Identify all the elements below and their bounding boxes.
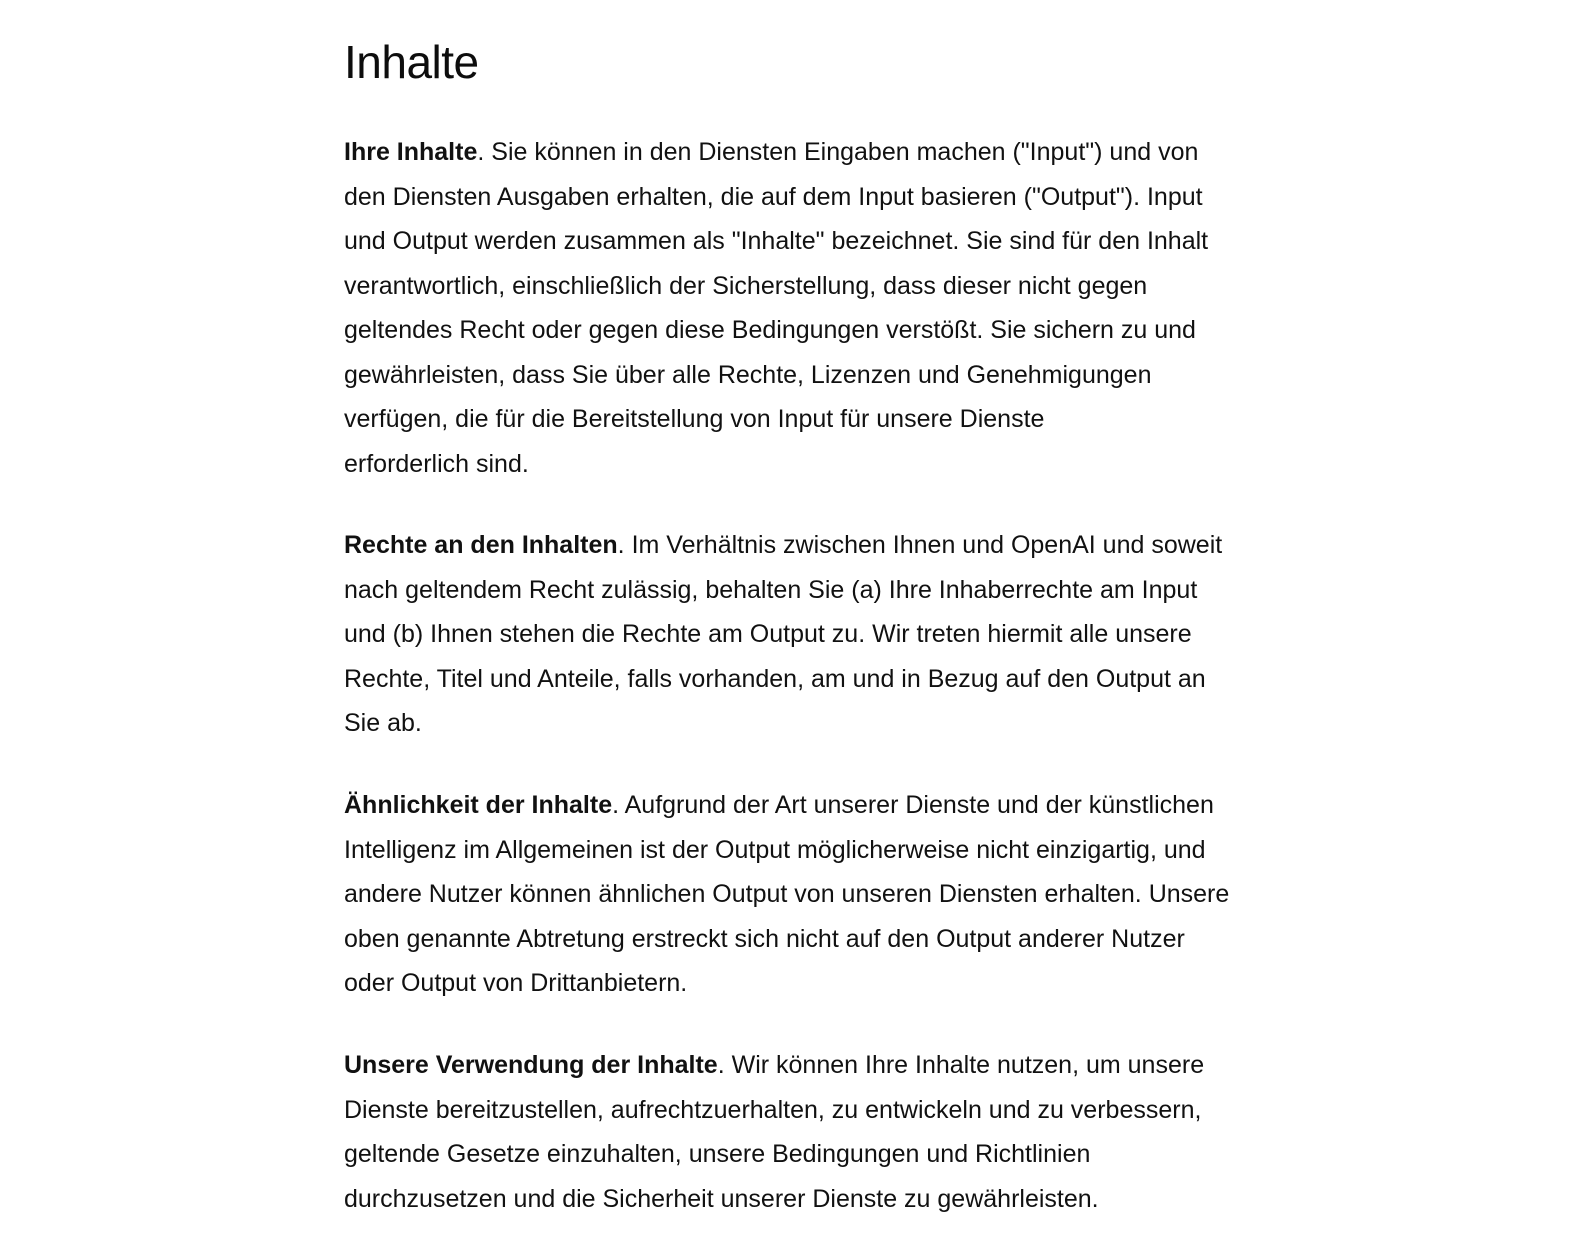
paragraph-line: geltende Gesetze einzuhalten, unsere Bedingungen und Richtlinien [344,1140,1091,1168]
paragraph-line: verantwortlich, einschließlich der Sicherstellung, dass dieser nicht gegen [344,271,1148,300]
paragraph-aehnlichkeit-der-inhalte [344,783,1229,1006]
paragraph-ihre-inhalte [344,130,1208,486]
paragraph-line: Rechte, Titel und Anteile, falls vorhanden, am und in Bezug auf den Output an [344,664,1206,693]
paragraph-line: Intelligenz im Allgemeinen ist der Output möglicherweise nicht einzigartig, und [344,835,1206,864]
content-section [344,30,1304,1213]
paragraph-line [344,1043,1204,1088]
paragraph-term: Rechte an den Inhalten [344,531,618,559]
paragraph-line: geltendes Recht oder gegen diese Bedingungen verstößt. Sie sichern zu und [344,316,1196,344]
paragraph-line: erforderlich sind. [344,449,529,478]
paragraph-text: . Wir können Ihre Inhalte nutzen, um unsere [717,1051,1205,1079]
page-title: Inhalte [344,36,479,88]
paragraph-text: . Sie können in den Diensten Eingaben machen ("Input") und von [477,138,1199,166]
paragraph-line [344,523,1222,568]
paragraph-text: . Aufgrund der Art unserer Dienste und der künstlichen [612,791,1214,819]
paragraph-line: andere Nutzer können ähnlichen Output von unseren Diensten erhalten. Unsere [344,880,1230,908]
paragraph-line: durchzusetzen und die Sicherheit unserer Dienste zu gewährleisten. [344,1184,1099,1213]
paragraph-line: nach geltendem Recht zulässig, behalten Sie (a) Ihre Inhaberrechte am Input [344,575,1198,604]
paragraph-line: Sie ab. [344,709,422,737]
paragraph-line: und Output werden zusammen als "Inhalte" bezeichnet. Sie sind für den Inhalt [344,227,1209,255]
paragraph-line [344,783,1229,828]
paragraph-line: und (b) Ihnen stehen die Rechte am Output zu. Wir treten hiermit alle unsere [344,620,1192,648]
paragraph-line: verfügen, die für die Bereitstellung von Input für unsere Dienste [344,405,1045,433]
paragraph-line: den Diensten Ausgaben erhalten, die auf dem Input basieren ("Output"). Input [344,182,1203,211]
paragraph-rechte-an-den-inhalten [344,523,1222,746]
paragraph-line: oder Output von Drittanbietern. [344,969,688,997]
paragraph-line: gewährleisten, dass Sie über alle Rechte, Lizenzen und Genehmigungen [344,360,1152,389]
paragraph-line: oben genannte Abtretung erstreckt sich nicht auf den Output anderer Nutzer [344,924,1185,953]
paragraph-term: Unsere Verwendung der Inhalte [344,1051,718,1079]
paragraph-unsere-verwendung-der-inhalte [344,1043,1204,1221]
paragraph-term: Ähnlichkeit der Inhalte [344,791,613,819]
paragraph-term: Ihre Inhalte [344,138,478,166]
paragraph-text: . Im Verhältnis zwischen Ihnen und OpenAI und soweit [617,531,1223,559]
paragraph-line [344,130,1208,175]
paragraph-line: Dienste bereitzustellen, aufrechtzuerhalten, zu entwickeln und zu verbessern, [344,1095,1202,1124]
